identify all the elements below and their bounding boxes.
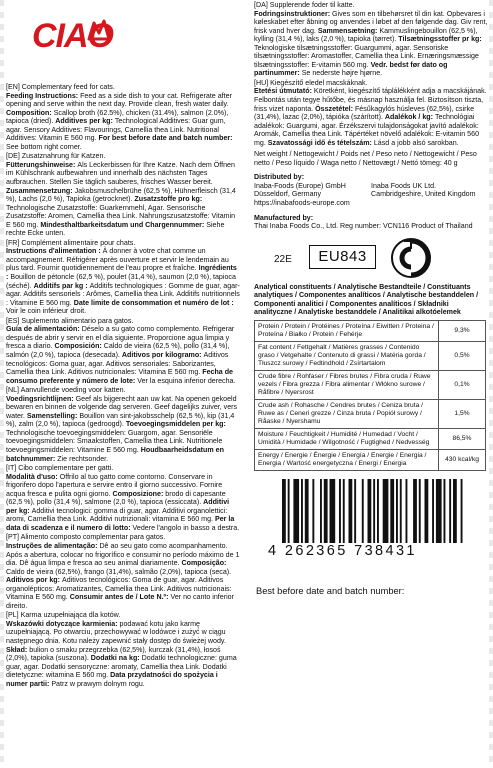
barcode-bar [324, 479, 328, 543]
manufacturer-block [254, 214, 488, 231]
barcode-bar [436, 479, 442, 543]
nutrition-label: Moisture / Feuchtigkeit / Humidité / Humedad / Vocht / Umidità / Humidade / Wilgotność / Fugtighed / Nedvesség [255, 428, 439, 449]
section-text: Additivi tecnologici: gomma di guar, agar. Additivi organolettici: aromi, Camellia thea Link. Additivi nutrizionali: vitamina E 560 mg. [6, 506, 228, 524]
section-text: Scallop broth (62.5%), chicken (31.4%), salmon (2.0%), tapioca (dried). [6, 108, 229, 126]
section-label: Feeding Instructions: [6, 91, 81, 100]
section-label: Zusammensetzung: [6, 186, 75, 195]
section-label: Fütterungshinweise: [6, 160, 78, 169]
section-label: Data przydatności do spożycia i numer partii: [6, 671, 218, 688]
nutrition-value: 0,5% [439, 341, 486, 370]
barcode-bar [339, 479, 341, 543]
section-text: Fésűkagylós húsleves (62,5%), csirke (31,4%), lazac (2,0%), tápióka (szárított). [254, 104, 475, 122]
left-section [6, 152, 240, 237]
right-language-sections [254, 1, 488, 147]
section-text: bulion o smaku przegrzebka (62,5%), kurczak (31,4%), łosoś (2,0%), tapioka (suszona). [6, 645, 221, 663]
section-label: Toevoegingsmiddelen per kg: [125, 420, 226, 429]
section-heading: [HU] Kiegészítő eledel macskáknak. [254, 78, 368, 87]
section-text: Feed as a side dish to your cat. Refrigerate after opening and serve within the next day. Provide clean, fresh water daily. [6, 91, 232, 109]
section-label: Per la data di scadenza e il numero di lotto: [6, 515, 235, 532]
section-text: See bottom right corner. [6, 142, 82, 151]
section-label: Additives per kg: [55, 117, 115, 126]
right-perforation [489, 0, 493, 768]
section-text: Patrz w prawym dolnym rogu. [51, 679, 145, 688]
best-before-label: Best before date and batch number: [256, 585, 405, 596]
section-text: brodo di capesante (62,5 %), pollo (31,4 %), salmone (2,0 %), tapioca (essiccata). [6, 489, 226, 507]
section-label: Composição: [181, 559, 227, 568]
distributor-block [254, 173, 488, 207]
section-text: Köretként, kiegészítő táplálékként adja a macskájának. Felbontás után tegye hűtőbe, és másnap használja fel. Biztosítson tiszta, friss vizet naponta. [254, 87, 487, 113]
section-text: Ver no canto inferior direito. [6, 593, 234, 610]
section-text: Technologische toevoegingsmiddelen: Guargom, agar. Sensoriële toevoegingsmiddelen: Smaakstoffen, Camellia thea Link. Nutritionele toevoegingsmiddelen: Vitamine E 560 mg. [6, 428, 223, 454]
section-label: Dodatki na kg: [90, 654, 142, 663]
section-text: Siehe rechte Ecke unten. [6, 220, 225, 238]
section-label: Composición: [54, 342, 104, 351]
section-label: Szavatossági idő és tételszám: [267, 138, 374, 147]
left-section [6, 83, 240, 151]
ciao-logo [32, 17, 122, 57]
distributor-eu-city: Düsseldorf, Germany [254, 190, 322, 199]
barcode-bars [268, 479, 474, 545]
right-text-block [254, 0, 488, 595]
barcode-bar [368, 479, 372, 543]
barcode-bar [390, 479, 394, 543]
barcode-bar [383, 479, 389, 543]
distributor-uk-name: Inaba Foods UK Ltd. [371, 181, 437, 190]
section-label: Aditivos por kg: [6, 576, 62, 585]
codes-row [254, 234, 488, 282]
eu-approval-box: EU843 [309, 245, 376, 269]
nutrition-table [254, 320, 486, 471]
left-section [6, 386, 240, 463]
nutrition-row [255, 449, 486, 470]
barcode-bar [373, 479, 375, 543]
nutrition-row [255, 320, 486, 341]
barcode-bar [413, 479, 417, 543]
section-heading: [PT] Alimento composto complementar para gatos. [6, 533, 166, 542]
barcode-bar [293, 479, 299, 543]
nutrition-value: 1,5% [439, 399, 486, 428]
distributor-uk-city: Cambridgeshire, United Kingdom [371, 190, 476, 199]
section-text: Se nederste højre hjørne. [301, 69, 383, 78]
section-label: Additifs par kg : [33, 281, 90, 290]
section-label: Wskazówki dotyczące karmienia: [6, 619, 120, 628]
barcode-bar [449, 479, 451, 543]
barcode-bar [320, 479, 322, 543]
section-text: Zie rechtsonder. [57, 454, 109, 463]
section-text: Technologische Zusatzstoffe: Guarkernmehl, Agar. Sensorische Zusatzstoffe: Aromen, Camellia thea Link. Nahrungszusatzstoffe: Vitamin E 560 mg. [6, 203, 236, 229]
nutrition-row [255, 370, 486, 399]
barcode-bar [343, 479, 345, 543]
barcode-bar [362, 479, 364, 543]
manufacturer-title: Manufactured by: [254, 213, 314, 222]
section-label: Ingrédients : [6, 264, 237, 282]
section-label: Sammensætning: [317, 26, 380, 35]
section-heading: [NL] Aanvullende voeding voor katten. [6, 386, 126, 395]
barcode-bar [444, 479, 446, 543]
nutrition-row [255, 399, 486, 428]
section-label: Fecha de consumo preferente y número de lote: [6, 368, 233, 385]
nutrition-label: Protein / Protein / Protéines / Proteína / Eiwitten / Proteina / Proteína / Białko / Protein / Fehérje [255, 320, 439, 341]
right-column [254, 0, 488, 768]
green-dot-recycle-icon [390, 237, 432, 279]
section-heading: [PL] Karma uzupełniająca dla kotów. [6, 611, 121, 620]
barcode-bar [419, 479, 421, 543]
section-heading: [EN] Complementary feed for cats. [6, 83, 115, 91]
section-label: Zusatzstoffe pro kg: [134, 195, 203, 204]
section-text: Voir le coin inférieur droit. [6, 307, 87, 316]
section-label: Houdbaarheidsdatum en batchnummer: [6, 445, 224, 463]
section-heading: [DA] Supplerende foder til katte. [254, 1, 355, 9]
section-label: Samenstelling: [26, 411, 80, 420]
nutrition-label: Fat content / Fettgehalt / Matières grasses / Contenido graso / Vetgehalte / Contenuto di grassi / Matéria gorda / Tłuszcz surowy / Fedtindhold / Zsírtartalom [255, 341, 439, 370]
section-text: À donner à votre chat comme un accompagnement. Réfrigérer après ouverture et servir le lendemain au plus tard. Fournir quotidiennement de l'eau propre et fraîche. [6, 247, 229, 273]
section-label: Aditivos por kilogramo: [121, 350, 204, 359]
left-section [6, 317, 240, 385]
section-label: Instructions d'alimentation : [6, 247, 103, 256]
barcode-bar [377, 479, 379, 543]
distributor-title: Distributed by: [254, 173, 305, 182]
left-column [6, 0, 240, 768]
section-label: Adalékok / kg: [384, 113, 435, 122]
section-text: Dê ao seu gato como acompanhamento. Após a abertura, colocar no frigorífico e consumir no período máximo de 1 dia. Dê água limpa e fresca ao seu animal diariamente. [6, 541, 240, 568]
section-label: Modalità d'uso: [6, 472, 60, 481]
manufacturer-line: Thai Inaba Foods Co., Ltd. Reg number: VCN116 Product of Thailand [254, 222, 473, 231]
section-text: Aditivos tecnológicos: Goma guar, agar. Aditivos sensoriales: Saborizantes, Camellia thea Link. Aditivos nutricionales: Vitamina E 560 mg. [6, 350, 229, 377]
section-label: Composition: [6, 108, 54, 117]
nutrition-label: Crude ash / Rohasche / Cendres brutes / Ceniza bruta / Ruwe as / Ceneri grezze / Cinza bruta / Popiół surowy / Råaske / Nyershamu [255, 399, 439, 428]
distributor-eu-url: https://inabafoods-europe.com [254, 199, 350, 208]
section-text: Offrilo al tuo gatto come contorno. Conservare in frigorifero dopo l'apertura e servire entro il giorno successivo. Fornire acqua fresca e pulita ogni giorno. [6, 472, 223, 498]
section-label: Összetétel: [315, 104, 355, 113]
nutrition-value: 0,1% [439, 370, 486, 399]
barcode-bar [396, 479, 398, 543]
section-label: Composizione: [112, 489, 166, 498]
section-text: Caldo de vieira (62,5%), frango (31,4%), salmão (2,0%), tapioca (seca). [6, 567, 232, 576]
section-text: Déselo a su gato como complemento. Refrigerar después de abrir y servir en el día siguiente. Proporcione agua limpia y fresca a diario. [6, 325, 235, 351]
section-heading: [IT] Cibo complementare per gatti. [6, 464, 114, 473]
section-label: Fodringsinstruktioner: [254, 9, 333, 18]
section-text: Additifs technologiques : Gomme de guar, agar-agar. Additifs sensoriels : Arômes, Camellia thea Link. Additifs nutritionnels : Vitamine E 560 mg. [6, 281, 240, 307]
section-text: Technological Additives: Guar gum, agar. Sensory Additives: Flavourings, Camellia thea Link. Nutritional Additives: Vitamin E 560 mg. [6, 117, 226, 143]
barcode-bar [282, 479, 286, 543]
section-heading: [DE] Zusatznahrung für Katzen. [6, 152, 106, 161]
nutrition-value: 430 kcal/kg [439, 449, 486, 470]
section-text: Jakobsmuschelbrühe (62,5 %), Hühnerfleisch (31,4 %), Lachs (2,0 %), Tapioka (getrocknet). [6, 186, 236, 204]
nutrition-label: Crude fibre / Rohfaser / Fibres brutes / Fibra cruda / Ruwe vezels / Fibra grezza / Fibra alimentar / Włókno surowe / Råfibre / Nyersrost [255, 370, 439, 399]
left-section [6, 533, 240, 610]
section-text: Lásd a jobb alsó sarokban. [373, 138, 459, 147]
section-text: Dodatki technologiczne: guma guar, agar. Dodatki sensoryczne: aromaty, Camellia thea Link. Dodatki dietetyczne: witamina E 560 mg. [6, 654, 237, 680]
section-text: Vedere l'angolo in basso a destra. [132, 523, 240, 532]
section-text: Teknologiske tilsætningsstoffer: Guargummi, agar. Sensoriske tilsætningsstoffer: Aromastoffer, Camellia thea Link. Ernæringsmæssige tilsætningsstoffer: E-vitamin 560 mg. [254, 43, 479, 69]
barcode-bar [432, 479, 434, 543]
distributor-eu-name: Inaba-Foods (Europe) GmbH [254, 181, 346, 190]
section-text: Geef als bijgerecht aan uw kat. Na openen gekoeld bewaren en binnen de volgende dag serveren. Geef dagelijks zuiver, vers water. [6, 394, 238, 420]
barcode-bar [400, 479, 402, 543]
section-label: Etetési útmutató: [254, 87, 314, 96]
right-section [254, 79, 488, 147]
section-heading: [FR] Complément alimentaire pour chats. [6, 238, 136, 247]
barcode-bar [301, 479, 303, 543]
barcode-bar [425, 479, 429, 543]
barcode-digits: 4 262365 738431 [268, 542, 417, 559]
section-text: Als Leckerbissen für Ihre Katze. Nach dem Öffnen im Kühlschrank aufbewahren und innerhalb des nächsten Tages aufbrauchen. Stellen Sie täglich sauberes, frisches Wasser bereit. [6, 160, 235, 187]
section-label: Vedr. bedst før dato og partinummer: [254, 60, 448, 78]
nutrition-value: 9,3% [439, 320, 486, 341]
distributor-eu [254, 182, 371, 208]
barcode-bar [461, 479, 463, 543]
section-label: Additivi per kg: [6, 498, 230, 515]
left-section [6, 464, 240, 532]
right-section [254, 1, 488, 78]
section-label: Instruções de alimentação: [6, 541, 100, 550]
net-weight: Net weight / Nettogewicht / Poids net / Peso neto / Nettogewicht / Peso netto / Peso líquido / Waga netto / Nettovægt / Nettó tömeg: 40 g [254, 150, 477, 167]
nutrition-row [255, 428, 486, 449]
section-label: Consumir antes de / Lote N.º: [69, 593, 171, 602]
section-text: Bouillon de pétoncle (62,5 %), poulet (31,4 %), saumon (2,0 %), tapioca (séché). [6, 273, 236, 290]
section-text: Bouillon van sint-jakobsschelp (62,5 %), kip (31,4 %), zalm (2,0 %), tapioca (gedroogd). [6, 411, 235, 429]
section-text: Technológiai adalékok: Guargumi, agar. Érzékszervi tulajdonságokat javító adalékok: Aromák, Camellia thea Link. Tápértéket növelő adalékok: E-vitamin 560 mg. [254, 113, 480, 147]
section-text: podawać kotu jako karmę uzupełniającą. Po otwarciu, przechowywać w lodówce i zużyć w ciągu następnego dnia. Kotu należy zapewnić stały dostęp do świeżej wody. [6, 619, 226, 645]
distributor-uk [371, 182, 488, 208]
section-text: Caldo de vieira (62,5 %), pollo (31,4 %), salmón (2,0 %), tapioca (desecada). [6, 342, 230, 359]
section-text: Ver la esquina inferior derecha. [137, 376, 236, 385]
section-label: Skład: [6, 645, 30, 654]
section-label: Guía de alimentación: [6, 325, 82, 334]
left-perforation [0, 0, 4, 768]
left-section [6, 611, 240, 688]
barcode-bar [453, 479, 457, 543]
section-label: Mindesthaltbarkeitsdatum und Chargennummer: [40, 220, 207, 229]
e-mark: 22E [274, 253, 292, 265]
barcode-bar [330, 479, 336, 543]
cat-ear-logo-icon [86, 19, 112, 41]
section-heading: [ES] Suplemento alimentario para gatos. [6, 316, 134, 325]
section-label: For best before date and batch number: [98, 134, 233, 143]
nutrition-label: Energy / Energie / Énergie / Energía / Energie / Energia / Energia / Wartość energetyczna / Energi / Energia [255, 449, 439, 470]
barcode-bar [288, 479, 290, 543]
nutrition-row [255, 341, 486, 370]
section-label: Voedingsrichtlijnen: [6, 394, 76, 403]
barcode-bar [312, 479, 314, 543]
section-label: Tilsætningsstoffer pr kg: [398, 35, 482, 44]
barcode-bar [354, 479, 356, 543]
barcode-bar [305, 479, 309, 543]
section-text: Kammuslingebouillon (62,5 %), kylling (31,4 %), laks (2,0 %), tapioka (tørret). [254, 26, 478, 44]
section-text: Aditivos tecnológicos: Goma de guar, agar. Aditivos organolépticos: Aromatizantes, Camellia thea Link. Aditivos nutricionais: Vitamina E 560 mg. [6, 576, 232, 602]
left-section [6, 239, 240, 316]
barcode-bar [349, 479, 353, 543]
barcode [268, 479, 474, 577]
analytical-heading: Analytical constituents / Analytische Bestandteile / Constituants analytiques / Componentes analíticos / Analytische bestanddelen / Componenti analitici / Componentes analíticos / Składniki analityczne / Analytiske bestanddele / Analitikai alkotóelemek [254, 282, 479, 317]
section-label: Date limite de consommation et numéro de lot : [73, 298, 234, 307]
barcode-bar [406, 479, 408, 543]
section-text: Gives som en tilbehørsret til din kat. Opbevares i køleskabet efter åbning og anvendes i løbet af den følgende dag. Giv rent, frisk vand hver dag. [254, 9, 488, 35]
nutrition-value: 86,5% [439, 428, 486, 449]
brand-wordmark: CIAO [32, 17, 113, 55]
multilingual-feeding-text [6, 82, 240, 688]
